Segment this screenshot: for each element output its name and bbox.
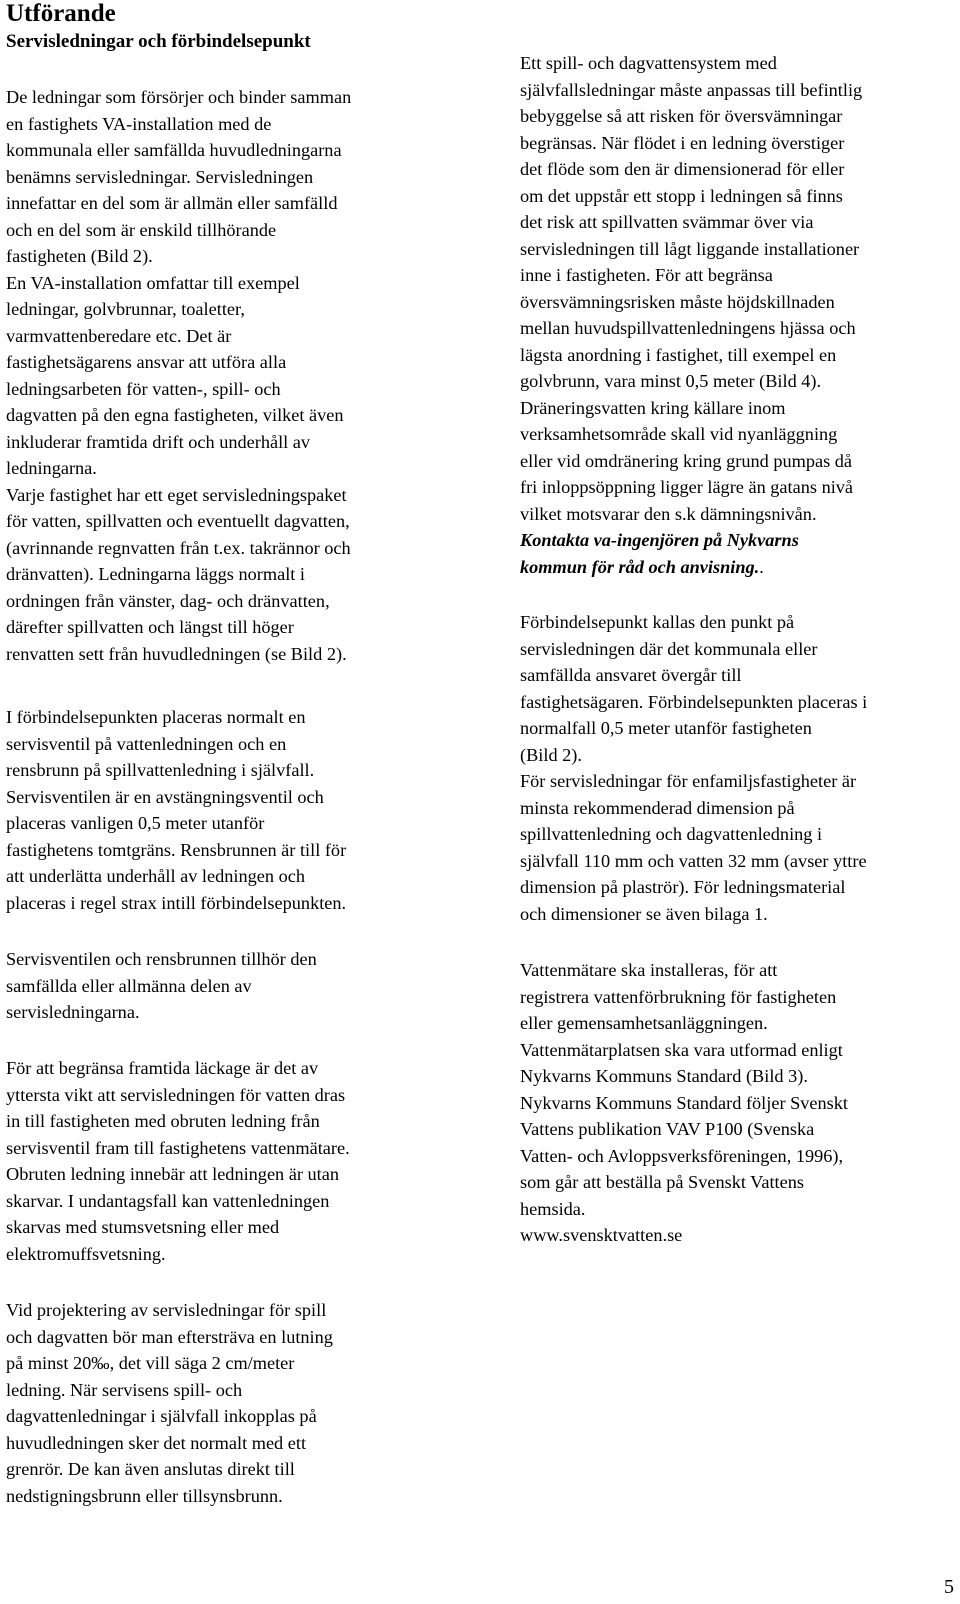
text-line: och dimensioner se även bilaga 1. (520, 903, 768, 924)
text-line: servisventil fram till fastighetens vattenmätare. (6, 1137, 350, 1158)
text-line: kommunala eller samfällda huvudledningarna (6, 140, 342, 160)
page-heading: Utförande (6, 0, 116, 27)
text-line: De ledningar som försörjer och binder samman (6, 87, 352, 107)
text-line: Nykvarns Kommuns Standard följer Svenskt (520, 1092, 849, 1113)
text-line: benämns servisledningar. Servisledningen (6, 166, 314, 187)
text-line: för vatten, spillvatten och eventuellt dagvatten, (6, 511, 350, 531)
text-line: fri inloppsöppning ligger lägre än gatans nivå (520, 477, 854, 497)
text-line: en fastighets VA-installation med de (6, 113, 272, 134)
text-line: rensbrunn på spillvattenledning i självfall. (6, 760, 315, 780)
text-line: ledningsarbeten för vatten-, spill- och (6, 378, 281, 399)
text-line: En VA-installation omfattar till exempel (6, 272, 300, 293)
text-line: ordningen från vänster, dag- och dränvatten, (6, 590, 330, 611)
text-line: dränvatten). Ledningarna läggs normalt i (6, 564, 305, 584)
text-line: inkluderar framtida drift och underhåll av (6, 431, 311, 452)
text-line: Vatten- och Avloppsverksföreningen, 1996), (520, 1145, 844, 1166)
text-line: på minst 20‰, det vill säga 2 cm/meter (6, 1353, 295, 1373)
text-line: Dräneringsvatten kring källare inom (520, 397, 786, 418)
text-line: verksamhetsområde skall vid nyanläggning (520, 424, 838, 444)
text-line: dagvattenledningar i självfall inkopplas på (6, 1406, 317, 1426)
text-line (520, 527, 799, 554)
text-line: placeras vanligen 0,5 meter utanför (6, 813, 265, 833)
text-line: Ett spill- och dagvattensystem med (520, 53, 777, 73)
text-line: minsta rekommenderad dimension på (520, 797, 795, 818)
text-line: huvudledningen sker det normalt med ett (6, 1432, 307, 1453)
text-line: översvämningsrisken måste höjdskillnaden (520, 291, 835, 312)
text-line: Vid projektering av servisledningar för spill (6, 1300, 327, 1320)
paragraph (520, 527, 799, 580)
paragraph (520, 50, 862, 527)
text-line: Servisventilen och rensbrunnen tillhör den (6, 949, 317, 969)
text-line: in till fastigheten med obruten ledning från (6, 1111, 320, 1131)
text-line: registrera vattenförbrukning för fastigheten (520, 986, 837, 1007)
text-line: och en del som är enskild tillhörande (6, 219, 277, 240)
text-line: bebyggelse så att risken för översvämningar (520, 106, 843, 126)
text-line: fastighetsägarens ansvar att utföra alla (6, 352, 287, 372)
paragraph (6, 1297, 333, 1509)
text-line: självfall 110 mm och vatten 32 mm (avser yttre (520, 850, 867, 871)
text-line: För servisledningar för enfamiljsfastigheter är (520, 771, 857, 791)
text-line: varmvattenberedare etc. Det är (6, 325, 232, 346)
text-line: Obruten ledning innebär att ledningen är utan (6, 1164, 340, 1184)
text-line: Förbindelsepunkt kallas den punkt på (520, 612, 795, 632)
text-line: samfällda eller allmänna delen av (6, 975, 252, 996)
text-line: begränsas. När flödet i en ledning överstiger (520, 132, 845, 153)
text-line: ledningar, golvbrunnar, toaletter, (6, 299, 245, 319)
paragraph (6, 704, 346, 916)
text-line: att underlätta underhåll av ledningen och (6, 866, 305, 886)
text-line: För att begränsa framtida läckage är det av (6, 1058, 319, 1078)
text-line: om det uppstår ett stopp i ledningen så finns (520, 185, 843, 206)
text-line: fastighetsägaren. Förbindelsepunkten placeras i (520, 691, 868, 712)
paragraph (6, 946, 317, 1026)
text-line: Nykvarns Kommuns Standard (Bild 3). (520, 1066, 808, 1086)
text-line: www.svensktvatten.se (520, 1225, 683, 1245)
text-line: Servisventilen är en avstängningsventil och (6, 786, 324, 807)
text-line: normalfall 0,5 meter utanför fastigheten (520, 718, 812, 738)
text-line: det risk att spillvatten svämmar över via (520, 212, 814, 232)
text-line: skarvar. I undantagsfall kan vattenledningen (6, 1190, 330, 1211)
text-line: (Bild 2). (520, 744, 582, 765)
text-line: det flöde som den är dimensionerad för eller (520, 159, 845, 179)
text-line: dimension på plaströr). För ledningsmaterial (520, 877, 846, 897)
text-line: mellan huvudspillvattenledningens hjässa och (520, 318, 856, 338)
text-line: renvatten sett från huvudledningen (se Bild 2). (6, 643, 347, 664)
text-line: ledning. När servisens spill- och (6, 1379, 243, 1400)
text-line: spillvattenledning och dagvattenledning i (520, 824, 823, 844)
text-line: yttersta vikt att servisledningen för vatten dras (6, 1084, 346, 1105)
paragraph (6, 84, 351, 667)
text-line: hemsida. (520, 1198, 586, 1219)
page-number: 5 (944, 1576, 954, 1598)
text-line: fastighetens tomtgräns. Rensbrunnen är till för (6, 839, 347, 860)
text-line: fastigheten (Bild 2). (6, 246, 153, 266)
text-line: golvbrunn, vara minst 0,5 meter (Bild 4). (520, 371, 822, 391)
text-line: självfallsledningar måste anpassas till befintlig (520, 79, 863, 100)
section-heading: Servisledningar och förbindelsepunkt (6, 31, 311, 52)
text-line: elektromuffsvetsning. (6, 1243, 166, 1264)
text-line: servisledningen där det kommunala eller (520, 638, 818, 659)
text-line: därefter spillvatten och längst till höger (6, 617, 294, 637)
text-line: och dagvatten bör man eftersträva en lutning (6, 1326, 333, 1347)
contact-tail: . (759, 556, 764, 577)
contact-text: Kontakta va-ingenjören på Nykvarns (520, 530, 799, 550)
text-line: nedstigningsbrunn eller tillsynsbrunn. (6, 1485, 283, 1506)
paragraph (520, 957, 848, 1249)
text-line: (avrinnande regnvatten från t.ex. takrännor och (6, 537, 351, 558)
text-line: innefattar en del som är allmän eller samfälld (6, 193, 338, 213)
text-line: placeras i regel strax intill förbindelsepunkten. (6, 892, 347, 913)
text-line: som går att beställa på Svenskt Vattens (520, 1172, 804, 1192)
contact-text: kommun för råd och anvisning. (520, 556, 760, 577)
text-line: vilket motsvarar den s.k dämningsnivån. (520, 503, 817, 524)
text-line: inne i fastigheten. För att begränsa (520, 265, 773, 285)
text-line: ledningarna. (6, 458, 97, 478)
text-line: Vattenmätare ska installeras, för att (520, 960, 778, 980)
text-line: Vattens publikation VAV P100 (Svenska (520, 1119, 815, 1139)
text-line: lägsta anordning i fastighet, till exempel en (520, 344, 837, 365)
text-line: I förbindelsepunkten placeras normalt en (6, 707, 306, 727)
text-line: servisventil på vattenledningen och en (6, 733, 287, 754)
text-line: grenrör. De kan även anslutas direkt till (6, 1459, 295, 1479)
text-line: eller vid omdränering kring grund pumpas då (520, 450, 853, 471)
text-line (520, 554, 799, 581)
text-line: Varje fastighet har ett eget servisledningspaket (6, 484, 347, 505)
text-line: samfällda ansvaret övergår till (520, 665, 742, 685)
paragraph (520, 609, 867, 927)
text-line: eller gemensamhetsanläggningen. (520, 1013, 768, 1033)
text-line: skarvas med stumsvetsning eller med (6, 1217, 280, 1237)
text-line: servisledningarna. (6, 1002, 140, 1022)
text-line: dagvatten på den egna fastigheten, vilket även (6, 405, 344, 425)
paragraph (6, 1055, 350, 1267)
text-line: servisledningen till lågt liggande installationer (520, 238, 860, 259)
text-line: Vattenmätarplatsen ska vara utformad enligt (520, 1039, 843, 1060)
